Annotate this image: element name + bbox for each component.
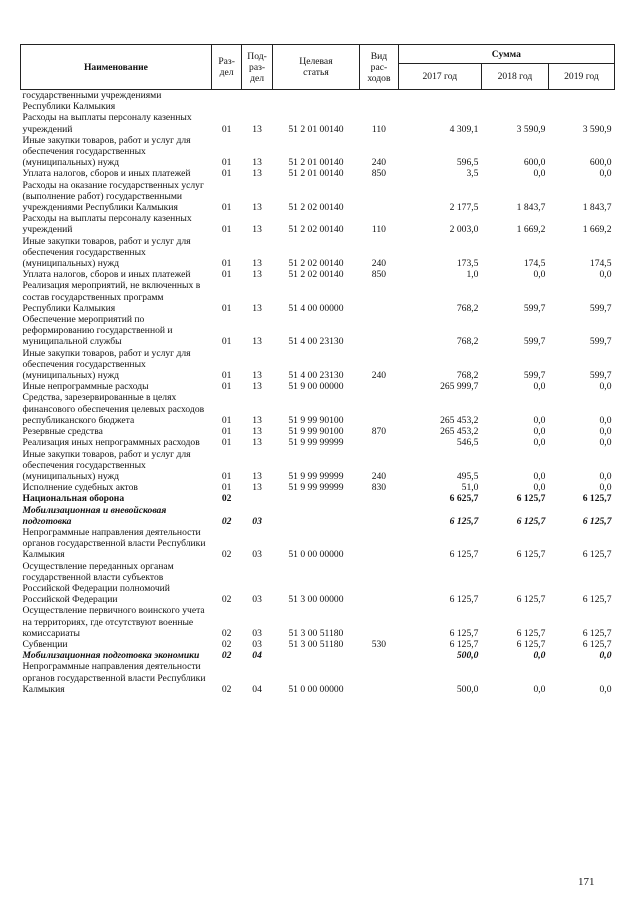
row-podrazdel: 13	[252, 258, 262, 270]
row-2017: 495,5	[456, 470, 479, 482]
row-name: Расходы на оказание государственных услуг (выполнение работ) государственными учреждениями Республики Калмыкия	[22, 179, 204, 214]
row-target: 51 9 99 90100	[288, 414, 344, 426]
header-2018: 2018 год	[481, 64, 548, 90]
row-2017: 6 125,7	[449, 638, 479, 650]
row-2017: 596,5	[456, 157, 479, 169]
row-2018: 600,0	[523, 157, 546, 169]
row-target: 51 4 00 23130	[288, 336, 344, 348]
row-name: Реализация иных непрограммных расходов	[22, 437, 200, 449]
row-vid	[360, 314, 399, 348]
row-target: 51 9 99 99999	[288, 470, 344, 482]
row-vid	[360, 392, 399, 426]
row-name: Уплата налогов, сборов и иных платежей	[22, 168, 191, 180]
row-podrazdel: 04	[252, 683, 262, 695]
row-razdel	[211, 90, 241, 113]
row-target: 51 3 00 00000	[288, 594, 344, 606]
row-vid	[360, 527, 399, 561]
row-2017: 6 125,7	[449, 594, 479, 606]
row-name: Мобилизационная подготовка экономики	[22, 650, 200, 662]
row-2018: 0,0	[533, 168, 546, 180]
row-2017: 2 177,5	[449, 202, 479, 214]
row-2019: 6 125,7	[582, 627, 612, 639]
row-name: Иные непрограммные расходы	[22, 381, 149, 393]
row-2018: 0,0	[533, 683, 546, 695]
row-target: 51 3 00 51180	[288, 638, 344, 650]
table-row	[21, 112, 615, 134]
table-row	[21, 493, 615, 504]
table-row	[21, 650, 615, 661]
row-vid: 240	[371, 470, 387, 482]
row-2017: 4 309,1	[449, 123, 479, 135]
row-name: Осуществление переданных органам государственной власти субъектов Российской Федерации полномочий Российской Федерации	[22, 560, 174, 606]
row-name: Обеспечение мероприятий по реформированию государственной и муниципальной службы	[22, 314, 173, 348]
row-2019: 6 125,7	[582, 515, 612, 527]
row-podrazdel: 04	[252, 650, 262, 662]
row-2017: 1,0	[466, 269, 479, 281]
row-razdel: 01	[221, 426, 232, 438]
row-2018: 0,0	[533, 650, 546, 662]
row-razdel: 01	[221, 202, 232, 214]
row-2019: 0,0	[599, 683, 612, 695]
table-row	[21, 482, 615, 493]
budget-table	[20, 44, 615, 695]
row-podrazdel: 03	[252, 627, 262, 639]
header-target: Целевая статья	[272, 45, 359, 90]
row-razdel: 02	[221, 549, 232, 561]
header-name: Наименование	[21, 45, 212, 90]
table-row	[21, 269, 615, 280]
row-2019: 0,0	[599, 650, 612, 662]
row-vid: 240	[371, 370, 387, 382]
row-target	[272, 505, 359, 527]
row-2019: 3 590,9	[582, 123, 612, 135]
row-vid	[360, 561, 399, 606]
table-row	[21, 639, 615, 650]
row-2017: 6 125,7	[449, 549, 479, 561]
row-vid: 110	[371, 123, 386, 135]
budget-table-page	[20, 44, 615, 695]
row-vid: 850	[371, 168, 387, 180]
row-podrazdel: 13	[252, 381, 262, 393]
table-row	[21, 280, 615, 314]
row-podrazdel: 13	[252, 414, 262, 426]
row-razdel: 02	[221, 493, 232, 505]
row-2019: 6 125,7	[582, 638, 612, 650]
row-podrazdel: 13	[252, 123, 262, 135]
row-vid: 850	[371, 269, 387, 281]
row-2018: 6 125,7	[516, 594, 546, 606]
row-2018: 6 125,7	[516, 493, 546, 505]
row-podrazdel: 13	[252, 426, 262, 438]
row-2018: 0,0	[533, 470, 546, 482]
row-target	[272, 90, 359, 113]
row-name: Осуществление первичного воинского учета на территориях, где отсутствуют военные комиссариаты	[22, 605, 205, 639]
row-razdel: 01	[221, 302, 232, 314]
row-name: Расходы на выплаты персоналу казенных учреждений	[22, 112, 192, 135]
row-target: 51 4 00 23130	[288, 370, 344, 382]
row-target: 51 2 01 00140	[288, 157, 344, 169]
row-2018: 3 590,9	[516, 123, 546, 135]
row-target: 51 2 02 00140	[288, 258, 344, 270]
row-2019: 0,0	[599, 482, 612, 494]
row-razdel: 02	[221, 638, 232, 650]
row-2018: 1 669,2	[516, 224, 546, 236]
row-2017: 173,5	[456, 258, 479, 270]
row-2018: 599,7	[523, 302, 546, 314]
row-vid	[360, 180, 399, 214]
row-2017: 546,5	[456, 437, 479, 449]
row-razdel: 01	[221, 258, 232, 270]
row-2019: 6 125,7	[582, 594, 612, 606]
row-target: 51 2 02 00140	[288, 202, 344, 214]
row-2018: 6 125,7	[516, 549, 546, 561]
row-2018: 0,0	[533, 482, 546, 494]
row-name: Реализация мероприятий, не включенных в состав государственных программ Республики Калмыкия	[22, 280, 201, 314]
row-name: Иные закупки товаров, работ и услуг для обеспечения государственных (муниципальных) нужд	[22, 448, 191, 482]
table-row	[21, 392, 615, 426]
row-razdel: 01	[221, 414, 232, 426]
row-target: 51 2 02 00140	[288, 224, 344, 236]
row-razdel: 01	[221, 370, 232, 382]
table-row	[21, 236, 615, 270]
row-name: Иные закупки товаров, работ и услуг для обеспечения государственных (муниципальных) нужд	[22, 235, 191, 270]
row-target: 51 2 01 00140	[288, 168, 344, 180]
row-2019: 1 843,7	[582, 202, 612, 214]
row-podrazdel: 03	[252, 594, 262, 606]
table-row	[21, 437, 615, 448]
page-number: 171	[578, 876, 595, 888]
table-row	[21, 449, 615, 483]
row-razdel: 01	[221, 157, 232, 169]
row-name: Непрограммные направления деятельности органов государственной власти Республики Калмыкия	[22, 526, 206, 561]
row-2018: 174,5	[523, 258, 546, 270]
row-2019: 599,7	[589, 302, 612, 314]
row-2019: 1 669,2	[582, 224, 612, 236]
row-target: 51 9 00 00000	[288, 381, 344, 393]
row-2018	[481, 90, 548, 113]
row-razdel: 02	[221, 683, 232, 695]
row-target: 51 2 01 00140	[288, 123, 344, 135]
row-name: Иные закупки товаров, работ и услуг для обеспечения государственных (муниципальных) нужд	[22, 134, 191, 169]
row-podrazdel: 03	[252, 515, 262, 527]
row-2017	[398, 90, 481, 113]
row-2019: 0,0	[599, 269, 612, 281]
row-2018: 1 843,7	[516, 202, 546, 214]
row-podrazdel	[242, 493, 272, 504]
row-razdel: 01	[221, 381, 232, 393]
table-row	[21, 348, 615, 382]
row-2019: 600,0	[589, 157, 612, 169]
row-vid	[360, 437, 399, 448]
row-name: Средства, зарезервированные в целях финансового обеспечения целевых расходов республиканского бюджета	[22, 392, 205, 426]
row-2017: 265 453,2	[440, 426, 479, 438]
row-name: Резервные средства	[22, 426, 103, 438]
row-podrazdel: 13	[252, 302, 262, 314]
row-name: Уплата налогов, сборов и иных платежей	[22, 269, 191, 281]
row-2017: 768,2	[456, 336, 479, 348]
row-target: 51 0 00 00000	[288, 683, 344, 695]
header-razdel: Раз- дел	[211, 45, 241, 90]
row-vid: 830	[371, 482, 387, 494]
row-2017: 3,5	[466, 168, 479, 180]
row-razdel: 01	[221, 437, 232, 449]
row-vid	[360, 381, 399, 392]
row-2019: 6 125,7	[582, 549, 612, 561]
row-2019: 0,0	[599, 426, 612, 438]
row-2017: 6 625,7	[449, 493, 479, 505]
row-name: Субвенции	[22, 638, 68, 650]
row-razdel: 02	[221, 515, 232, 527]
table-row	[21, 561, 615, 606]
row-podrazdel: 03	[252, 549, 262, 561]
header-2017: 2017 год	[398, 64, 481, 90]
row-2017: 2 003,0	[449, 224, 479, 236]
row-2019: 0,0	[599, 437, 612, 449]
row-podrazdel: 13	[252, 370, 262, 382]
row-vid	[360, 90, 399, 113]
row-2018: 0,0	[533, 414, 546, 426]
table-row	[21, 661, 615, 695]
row-podrazdel: 03	[252, 638, 262, 650]
row-2017: 6 125,7	[449, 515, 479, 527]
row-2018: 0,0	[533, 269, 546, 281]
row-2018: 599,7	[523, 336, 546, 348]
row-2019: 6 125,7	[582, 493, 612, 505]
row-target: 51 4 00 00000	[288, 302, 344, 314]
row-2017: 768,2	[456, 370, 479, 382]
row-target: 51 9 99 99999	[288, 437, 344, 449]
table-row	[21, 381, 615, 392]
row-2018: 0,0	[533, 426, 546, 438]
row-target	[272, 650, 359, 661]
row-vid	[360, 280, 399, 314]
row-name: Непрограммные направления деятельности органов государственной власти Республики Калмыкия	[22, 661, 206, 695]
row-podrazdel: 13	[252, 269, 262, 281]
row-2017: 6 125,7	[449, 627, 479, 639]
row-podrazdel: 13	[252, 470, 262, 482]
row-2018: 599,7	[523, 370, 546, 382]
row-2018: 6 125,7	[516, 627, 546, 639]
row-razdel: 02	[221, 650, 232, 662]
table-row	[21, 135, 615, 169]
row-2019	[548, 90, 614, 113]
row-razdel: 01	[221, 224, 232, 236]
header-2019: 2019 год	[548, 64, 614, 90]
row-2017: 265 453,2	[440, 414, 479, 426]
row-podrazdel: 13	[252, 168, 262, 180]
row-2019: 0,0	[599, 414, 612, 426]
row-2017: 265 999,7	[440, 381, 479, 393]
row-razdel: 01	[221, 470, 232, 482]
row-2017: 500,0	[456, 683, 479, 695]
row-vid: 530	[371, 638, 387, 650]
row-vid: 870	[371, 426, 387, 438]
header-podrazdel: Под- раз- дел	[242, 45, 272, 90]
row-2017: 51,0	[461, 482, 479, 494]
row-2017: 768,2	[456, 302, 479, 314]
table-row	[21, 505, 615, 527]
table-header	[21, 45, 615, 90]
row-podrazdel: 13	[252, 482, 262, 494]
header-sum: Сумма	[398, 45, 614, 64]
table-row	[21, 180, 615, 214]
row-target: 51 9 99 90100	[288, 426, 344, 438]
row-name: Расходы на выплаты персоналу казенных учреждений	[22, 213, 192, 236]
row-vid: 240	[371, 258, 387, 270]
row-name: Национальная оборона	[22, 493, 125, 505]
row-podrazdel	[242, 90, 272, 113]
row-vid	[360, 650, 399, 661]
row-name: Мобилизационная и вневойсковая подготовка	[22, 504, 167, 527]
row-razdel: 01	[221, 123, 232, 135]
row-2019: 0,0	[599, 470, 612, 482]
row-2018: 6 125,7	[516, 638, 546, 650]
row-podrazdel: 13	[252, 437, 262, 449]
table-row	[21, 527, 615, 561]
table-row	[21, 168, 615, 179]
table-row	[21, 90, 615, 113]
row-vid: 110	[371, 224, 386, 236]
table-row	[21, 213, 615, 235]
row-2018: 0,0	[533, 381, 546, 393]
row-podrazdel: 13	[252, 336, 262, 348]
row-2019: 0,0	[599, 381, 612, 393]
row-name: Иные закупки товаров, работ и услуг для обеспечения государственных (муниципальных) нужд	[22, 347, 191, 382]
row-target: 51 3 00 51180	[288, 627, 344, 639]
row-2017: 500,0	[456, 650, 479, 662]
row-name: Исполнение судебных актов	[22, 482, 138, 494]
row-vid: 240	[371, 157, 387, 169]
row-podrazdel: 13	[252, 157, 262, 169]
row-vid	[360, 505, 399, 527]
row-target: 51 0 00 00000	[288, 549, 344, 561]
table-row	[21, 314, 615, 348]
row-vid	[360, 493, 399, 504]
row-razdel: 02	[221, 594, 232, 606]
table-body	[21, 90, 615, 695]
header-vid: Вид рас- ходов	[360, 45, 399, 90]
row-vid	[360, 605, 399, 639]
row-razdel: 02	[221, 627, 232, 639]
row-razdel: 01	[221, 168, 232, 180]
row-2019: 174,5	[589, 258, 612, 270]
row-2018: 0,0	[533, 437, 546, 449]
row-vid	[360, 661, 399, 695]
row-target	[272, 493, 359, 504]
row-2019: 599,7	[589, 370, 612, 382]
row-target: 51 2 02 00140	[288, 269, 344, 281]
row-podrazdel: 13	[252, 224, 262, 236]
row-razdel: 01	[221, 269, 232, 281]
row-name: государственными учреждениями Республики Калмыкия	[22, 90, 162, 113]
row-2019: 0,0	[599, 168, 612, 180]
table-row	[21, 426, 615, 437]
row-2019: 599,7	[589, 336, 612, 348]
row-razdel: 01	[221, 336, 232, 348]
table-row	[21, 605, 615, 639]
row-podrazdel: 13	[252, 202, 262, 214]
row-target: 51 9 99 99999	[288, 482, 344, 494]
row-razdel: 01	[221, 482, 232, 494]
row-2018: 6 125,7	[516, 515, 546, 527]
